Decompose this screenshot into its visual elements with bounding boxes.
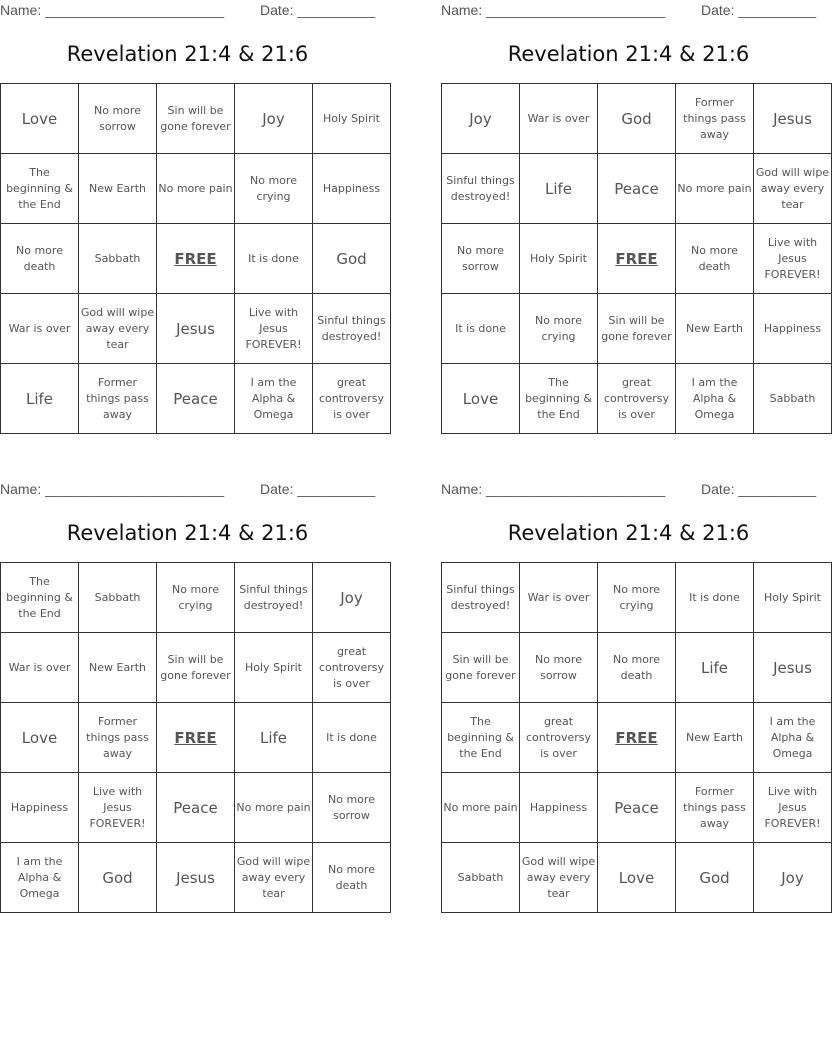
name-field-label: Name: _______________________ [0, 481, 225, 497]
bingo-cell[interactable]: Former things pass away [676, 84, 754, 154]
bingo-cell[interactable]: No more pain [442, 773, 520, 843]
bingo-cell[interactable]: God will wipe away every tear [520, 843, 598, 913]
name-field-label: Name: _______________________ [441, 2, 666, 18]
bingo-row [1, 154, 391, 224]
bingo-row [442, 294, 832, 364]
bingo-cell[interactable]: The beginning & the End [520, 364, 598, 434]
date-field-label: Date: __________ [701, 481, 817, 497]
bingo-grid [441, 83, 832, 434]
bingo-cell[interactable]: Joy [235, 84, 313, 154]
bingo-cell[interactable]: No more pain [235, 773, 313, 843]
bingo-cell[interactable]: No more pain [157, 154, 235, 224]
bingo-cell[interactable]: God will wipe away every tear [754, 154, 832, 224]
bingo-cell[interactable]: Happiness [313, 154, 391, 224]
bingo-cell[interactable]: Life [1, 364, 79, 434]
free-space-cell[interactable]: FREE [598, 703, 676, 773]
bingo-cell[interactable]: War is over [1, 633, 79, 703]
bingo-cell[interactable]: No more crying [598, 563, 676, 633]
bingo-cell[interactable]: No more death [1, 224, 79, 294]
bingo-cell[interactable]: No more sorrow [79, 84, 157, 154]
bingo-cell[interactable]: great controversy is over [598, 364, 676, 434]
bingo-cell[interactable]: Jesus [157, 294, 235, 364]
bingo-cell[interactable]: God [79, 843, 157, 913]
bingo-cell[interactable]: The beginning & the End [1, 154, 79, 224]
bingo-cell[interactable]: Peace [157, 364, 235, 434]
card-title: Revelation 21:4 & 21:6 [507, 42, 750, 66]
bingo-cell[interactable]: great controversy is over [520, 703, 598, 773]
bingo-cell[interactable]: I am the Alpha & Omega [235, 364, 313, 434]
bingo-cell[interactable]: God will wipe away every tear [79, 294, 157, 364]
bingo-cell[interactable]: The beginning & the End [1, 563, 79, 633]
bingo-row [1, 84, 391, 154]
bingo-card-top-right [441, 0, 830, 440]
bingo-cell[interactable]: Sinful things destroyed! [235, 563, 313, 633]
bingo-cell[interactable]: The beginning & the End [442, 703, 520, 773]
bingo-row [1, 773, 391, 843]
bingo-grid [0, 83, 391, 434]
bingo-cell[interactable]: No more death [598, 633, 676, 703]
bingo-cell[interactable]: Love [442, 364, 520, 434]
bingo-cell[interactable]: It is done [442, 294, 520, 364]
bingo-cell[interactable]: New Earth [79, 633, 157, 703]
bingo-cell[interactable]: Peace [598, 154, 676, 224]
bingo-row [1, 224, 391, 294]
bingo-row [442, 84, 832, 154]
name-field-label: Name: _______________________ [0, 2, 225, 18]
bingo-cell[interactable]: It is done [676, 563, 754, 633]
bingo-row [1, 294, 391, 364]
bingo-cell[interactable]: Joy [754, 843, 832, 913]
bingo-cell[interactable]: Sin will be gone forever [442, 633, 520, 703]
bingo-cell[interactable]: New Earth [676, 703, 754, 773]
bingo-cell[interactable]: Jesus [754, 84, 832, 154]
bingo-cell[interactable]: God will wipe away every tear [235, 843, 313, 913]
bingo-row [1, 364, 391, 434]
bingo-cell[interactable]: New Earth [676, 294, 754, 364]
bingo-cell[interactable]: Sinful things destroyed! [442, 154, 520, 224]
card-header [441, 481, 816, 499]
bingo-cell[interactable]: Former things pass away [79, 364, 157, 434]
bingo-row [442, 563, 832, 633]
bingo-cell[interactable]: great controversy is over [313, 633, 391, 703]
free-space-cell[interactable]: FREE [598, 224, 676, 294]
bingo-row [442, 843, 832, 913]
date-field-label: Date: __________ [260, 481, 376, 497]
bingo-row [1, 703, 391, 773]
card-header [0, 2, 375, 20]
bingo-cell[interactable]: Sabbath [442, 843, 520, 913]
bingo-row [442, 703, 832, 773]
bingo-cell[interactable]: No more crying [520, 294, 598, 364]
date-field-label: Date: __________ [701, 2, 817, 18]
bingo-cell[interactable]: Love [598, 843, 676, 913]
bingo-cell[interactable]: I am the Alpha & Omega [1, 843, 79, 913]
bingo-cell[interactable]: Happiness [520, 773, 598, 843]
bingo-cell[interactable]: No more sorrow [313, 773, 391, 843]
bingo-cell[interactable]: Sin will be gone forever [157, 84, 235, 154]
bingo-cell[interactable]: Jesus [754, 633, 832, 703]
bingo-cell[interactable]: Live with Jesus FOREVER! [754, 773, 832, 843]
free-space-cell[interactable]: FREE [157, 703, 235, 773]
bingo-card-top-left [0, 0, 386, 440]
bingo-cell[interactable]: Former things pass away [79, 703, 157, 773]
bingo-cell[interactable]: Former things pass away [676, 773, 754, 843]
bingo-row [1, 633, 391, 703]
bingo-cell[interactable]: God [598, 84, 676, 154]
bingo-cell[interactable]: Jesus [157, 843, 235, 913]
card-header [441, 2, 816, 20]
bingo-cell[interactable]: Live with Jesus FOREVER! [79, 773, 157, 843]
bingo-row [442, 773, 832, 843]
bingo-cell[interactable]: No more pain [676, 154, 754, 224]
bingo-cell[interactable]: great controversy is over [313, 364, 391, 434]
bingo-row [1, 843, 391, 913]
bingo-cell[interactable]: Holy Spirit [520, 224, 598, 294]
bingo-cell[interactable]: Sabbath [79, 224, 157, 294]
card-header [0, 481, 375, 499]
bingo-row [442, 154, 832, 224]
bingo-cell[interactable]: No more crying [235, 154, 313, 224]
bingo-cell[interactable]: No more death [676, 224, 754, 294]
bingo-cell[interactable]: Holy Spirit [313, 84, 391, 154]
bingo-cell[interactable]: I am the Alpha & Omega [754, 703, 832, 773]
bingo-cell[interactable]: Happiness [754, 294, 832, 364]
bingo-card-bottom-left [0, 479, 385, 919]
bingo-grid [0, 562, 391, 913]
name-field-label: Name: _______________________ [441, 481, 666, 497]
bingo-row [442, 633, 832, 703]
bingo-cell[interactable]: Peace [598, 773, 676, 843]
bingo-cell[interactable]: Sin will be gone forever [598, 294, 676, 364]
bingo-cell[interactable]: Holy Spirit [754, 563, 832, 633]
bingo-cell[interactable]: No more sorrow [442, 224, 520, 294]
bingo-cell[interactable]: No more sorrow [520, 633, 598, 703]
bingo-row [1, 563, 391, 633]
date-field-label: Date: __________ [260, 2, 376, 18]
bingo-cell[interactable]: Love [1, 84, 79, 154]
bingo-cell[interactable]: It is done [313, 703, 391, 773]
bingo-cell[interactable]: Sabbath [79, 563, 157, 633]
free-space-cell[interactable]: FREE [157, 224, 235, 294]
bingo-row [442, 224, 832, 294]
card-title: Revelation 21:4 & 21:6 [66, 42, 309, 66]
bingo-cell[interactable]: War is over [520, 84, 598, 154]
bingo-cell[interactable]: Joy [442, 84, 520, 154]
bingo-cell[interactable]: No more crying [157, 563, 235, 633]
bingo-row [442, 364, 832, 434]
bingo-cell[interactable]: Life [235, 703, 313, 773]
bingo-cell[interactable]: Sinful things destroyed! [313, 294, 391, 364]
bingo-cell[interactable]: It is done [235, 224, 313, 294]
bingo-card-bottom-right [441, 479, 821, 919]
bingo-cell[interactable]: No more death [313, 843, 391, 913]
bingo-cell[interactable]: God [313, 224, 391, 294]
bingo-cell[interactable]: Joy [313, 563, 391, 633]
bingo-cell[interactable]: Sabbath [754, 364, 832, 434]
bingo-cell[interactable]: Life [676, 633, 754, 703]
bingo-cell[interactable]: Sinful things destroyed! [442, 563, 520, 633]
bingo-cell[interactable]: Sin will be gone forever [157, 633, 235, 703]
card-title: Revelation 21:4 & 21:6 [66, 521, 309, 545]
bingo-cell[interactable]: Happiness [1, 773, 79, 843]
bingo-cell[interactable]: War is over [520, 563, 598, 633]
bingo-cell[interactable]: Holy Spirit [235, 633, 313, 703]
bingo-cell[interactable]: War is over [1, 294, 79, 364]
bingo-cell[interactable]: Live with Jesus FOREVER! [754, 224, 832, 294]
bingo-cell[interactable]: Peace [157, 773, 235, 843]
bingo-grid [441, 562, 832, 913]
bingo-cell[interactable]: I am the Alpha & Omega [676, 364, 754, 434]
bingo-cell[interactable]: Life [520, 154, 598, 224]
card-title: Revelation 21:4 & 21:6 [507, 521, 750, 545]
bingo-cell[interactable]: New Earth [79, 154, 157, 224]
bingo-cell[interactable]: Live with Jesus FOREVER! [235, 294, 313, 364]
bingo-cell[interactable]: Love [1, 703, 79, 773]
bingo-cell[interactable]: God [676, 843, 754, 913]
